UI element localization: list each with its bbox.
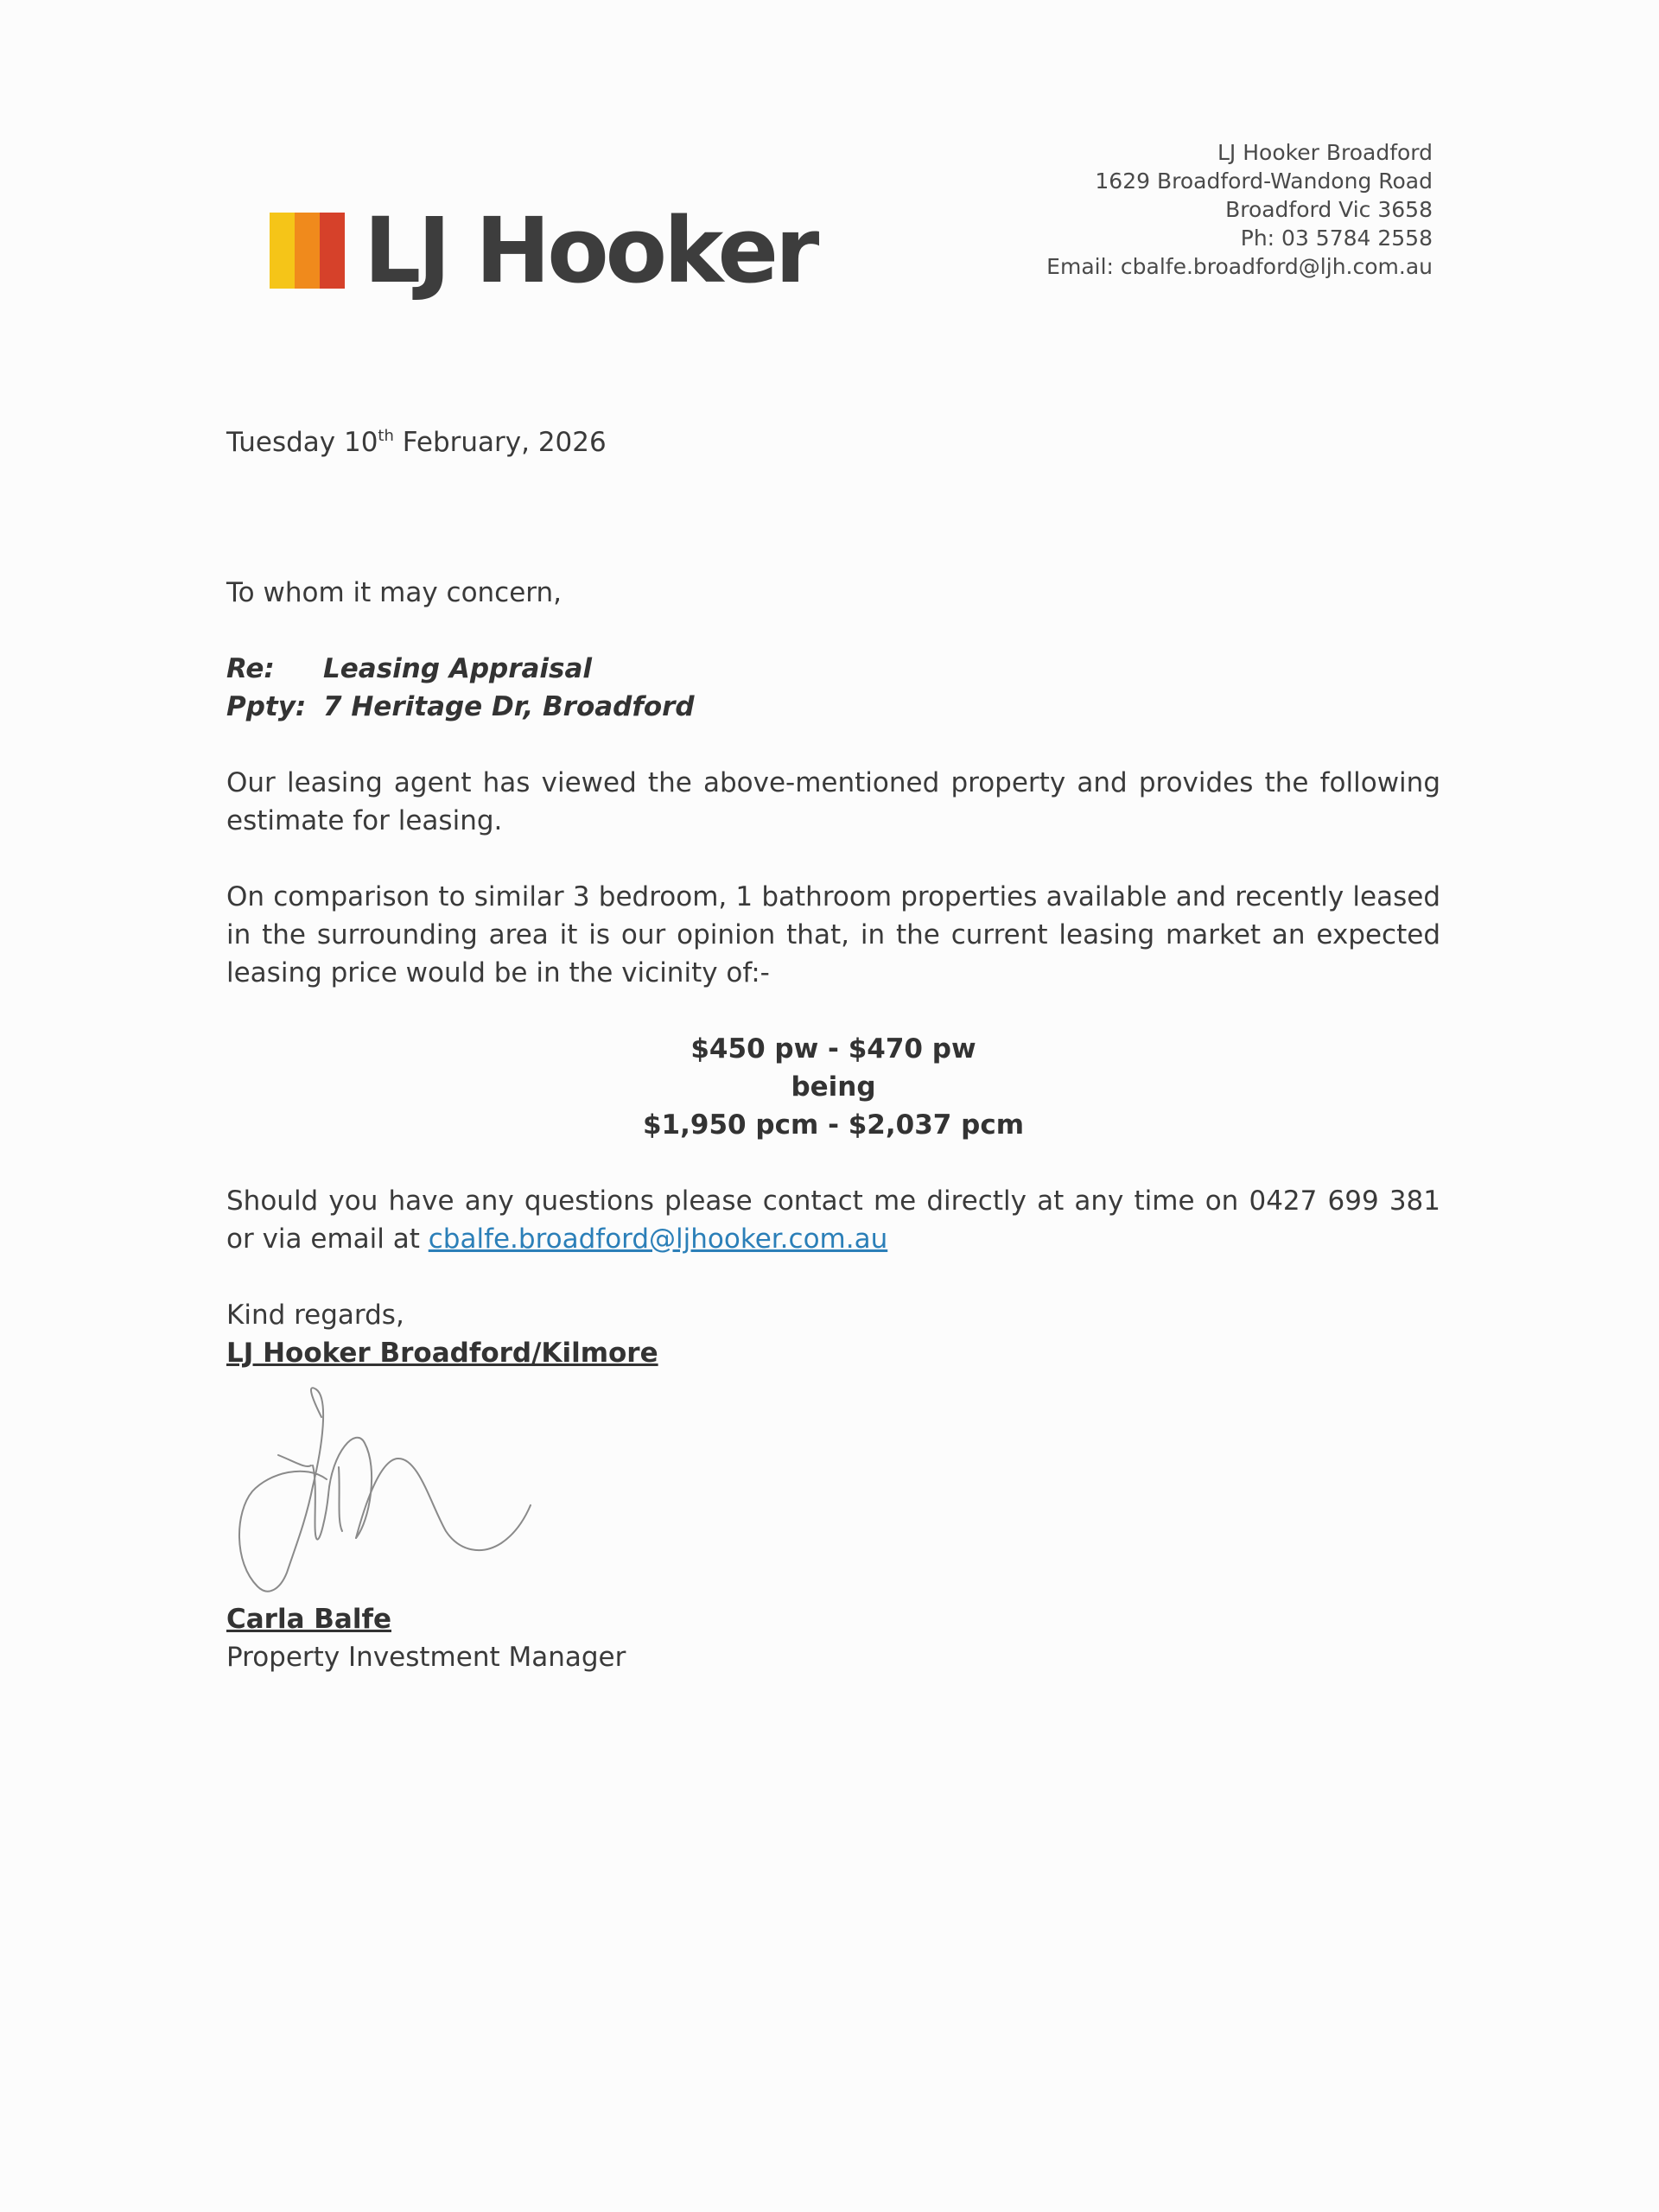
lj-hooker-logo — [270, 194, 816, 307]
logo-bar-red — [320, 213, 345, 289]
contact-email-link[interactable]: cbalfe.broadford@ljhooker.com.au — [428, 1224, 888, 1255]
address-suburb: Broadford Vic 3658 — [1225, 197, 1433, 222]
logo-color-bars — [270, 213, 345, 289]
logo-bar-orange — [295, 213, 320, 289]
contact-text: Should you have any questions please contact me directly at any time on 0427 699 381 or via email at — [226, 1185, 1440, 1255]
company-name: LJ Hooker Broadford/Kilmore — [226, 1338, 658, 1369]
re-label: Re: — [226, 653, 275, 684]
closing: Kind regards, — [226, 1300, 404, 1331]
body-paragraph-2: On comparison to similar 3 bedroom, 1 bathroom properties available and recently leased in the surrounding area it is our opinion that, in the current leasing market an expected leasing price would be in the vicinity of:- — [226, 881, 1440, 988]
office-address-block — [1046, 138, 1433, 281]
rent-weekly: $450 pw - $470 pw — [690, 1033, 976, 1065]
property-row — [226, 688, 695, 726]
date-rest: February, 2026 — [393, 427, 607, 458]
body-paragraph-3 — [226, 1182, 1440, 1258]
rent-connector: being — [791, 1071, 876, 1103]
address-street: 1629 Broadford-Wandong Road — [1095, 168, 1433, 194]
re-row — [226, 650, 695, 688]
property-label: Ppty: — [226, 691, 307, 722]
signatory-name: Carla Balfe — [226, 1604, 391, 1635]
address-email: Email: cbalfe.broadford@ljh.com.au — [1046, 254, 1433, 279]
date-ordinal: th — [378, 427, 394, 445]
body-paragraph-1: Our leasing agent has viewed the above-mentioned property and provides the following estimate for leasing. — [226, 767, 1440, 836]
logo-wordmark: LJ Hooker — [364, 198, 817, 303]
handwritten-signature — [226, 1382, 537, 1607]
date-day: Tuesday 10 — [226, 427, 378, 458]
address-office-name: LJ Hooker Broadford — [1217, 140, 1433, 165]
signatory-title: Property Investment Manager — [226, 1642, 626, 1673]
re-value: Leasing Appraisal — [323, 653, 593, 684]
letter-date — [226, 423, 607, 461]
address-phone: Ph: 03 5784 2558 — [1240, 226, 1433, 251]
salutation: To whom it may concern, — [226, 577, 562, 608]
property-value: 7 Heritage Dr, Broadford — [323, 691, 695, 722]
rent-estimate — [226, 1030, 1440, 1144]
logo-bar-yellow — [270, 213, 295, 289]
rent-monthly: $1,950 pcm - $2,037 pcm — [642, 1109, 1025, 1141]
reference-block — [226, 650, 695, 726]
